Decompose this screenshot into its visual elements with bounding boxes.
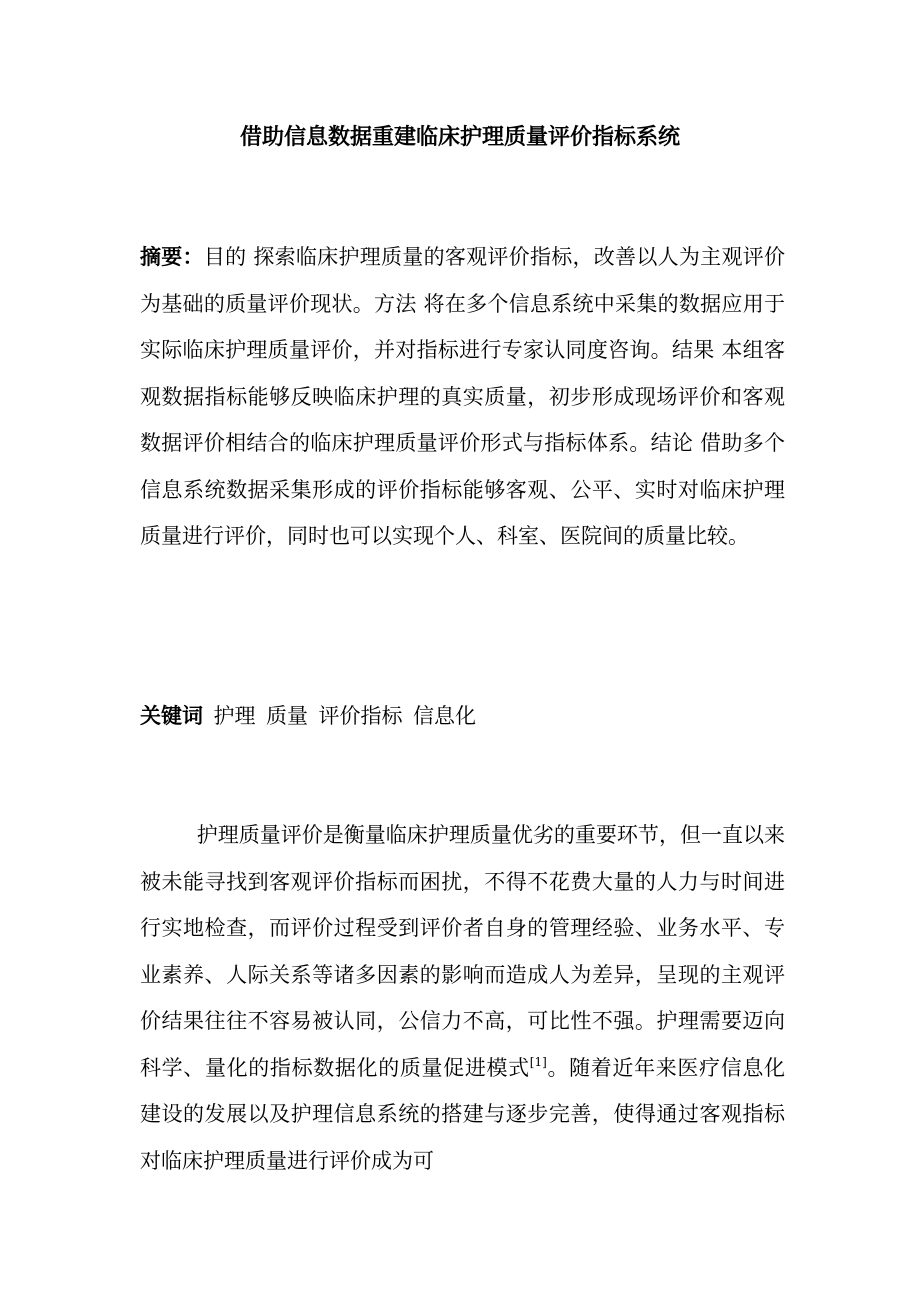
- keywords-label: 关键词: [140, 703, 203, 728]
- keyword-item: 信息化: [413, 704, 476, 728]
- citation-reference[interactable]: [1]: [529, 1054, 547, 1069]
- keyword-item: 质量: [266, 704, 308, 728]
- body-text-before-reference: 护理质量评价是衡量临床护理质量优劣的重要环节，但一直以来被未能寻找到客观评价指标而困扰，不得不花费大量的人力与时间进行实地检查，而评价过程受到评价者自身的管理经验、业务水平、专业素养、人际关系等诸多因素的影响而造成人为差异，呈现的主观评价结果往往不容易被认同，公信力不高，可比性不强。护理需要迈向科学、量化的指标数据化的质量促进模式: [140, 823, 785, 1080]
- body-paragraph: [140, 812, 785, 1184]
- abstract-paragraph: [140, 234, 785, 560]
- keyword-item: 评价指标: [318, 704, 403, 728]
- keywords-line: [140, 693, 785, 740]
- keyword-item: 护理: [213, 704, 256, 728]
- abstract-label: 摘要：: [140, 244, 204, 269]
- abstract-text: 目的 探索临床护理质量的客观评价指标，改善以人为主观评价为基础的质量评价现状。方法 将在多个信息系统中采集的数据应用于实际临床护理质量评价，并对指标进行专家认同度咨询。结果 本组客观数据指标能够反映临床护理的真实质量，初步形成现场评价和客观数据评价相结合的临床护理质量评价形式与指标体系。结论 借助多个信息系统数据采集形成的评价指标能够客观、公平、实时对临床护理质量进行评价，同时也可以实现个人、科室、医院间的质量比较。: [140, 245, 785, 548]
- body-text-after-reference: 。随着近年来医疗信息化建设的发展以及护理信息系统的搭建与逐步完善，使得通过客观指标对临床护理质量进行评价成为可: [140, 1055, 786, 1173]
- document-title: 借助信息数据重建临床护理质量评价指标系统: [239, 124, 680, 150]
